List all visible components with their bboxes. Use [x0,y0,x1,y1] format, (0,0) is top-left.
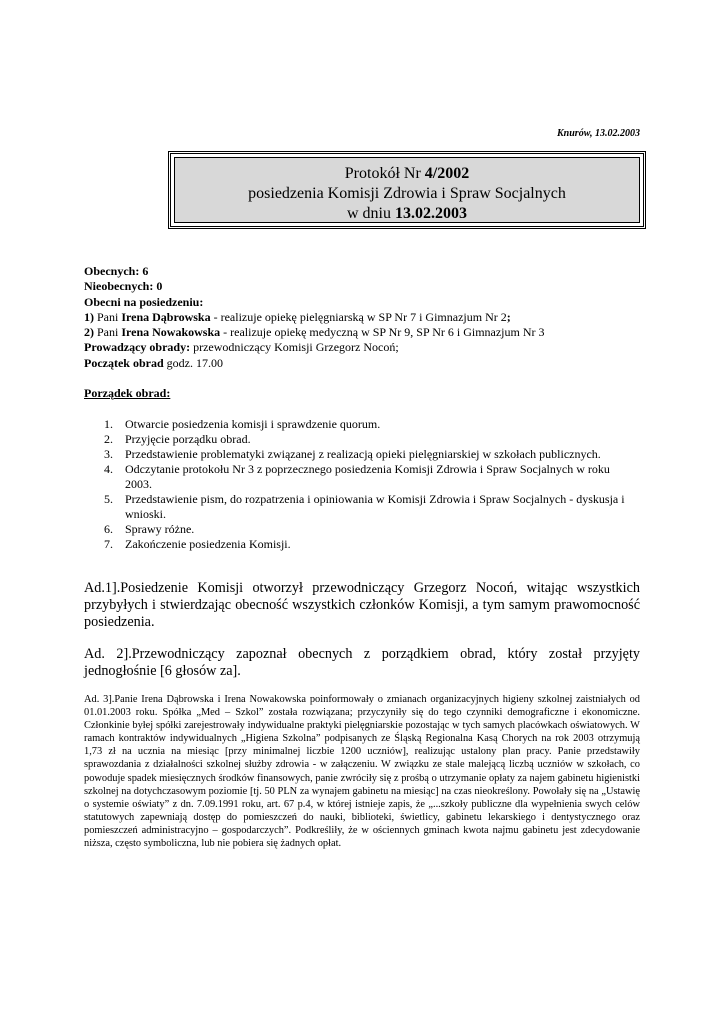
attendee-1-name: Irena Dąbrowska [121,309,211,324]
paragraph-ad3: Ad. 3].Panie Irena Dąbrowska i Irena Nowakowska poinformowały o zmianach organizacyjnych higieny szkolnej zaistniałych od 01.01.2003 roku. Spółka „Med – Szkol” została rozwiązana; przyczyniły się do tego czynniki demograficzne i ekonomiczne. Członkinie byłej spółki zarejestrowały indywidualne praktyki pielęgniarskie pozostając w tych samych placówkach oświatowych. W ramach kontraktów indywidualnych „Higiena Szkolna” podpisanych ze Śląską Regionalna Kasą Chorych na rok 2003 otrzymują 1,73 zł na ucznia na miesiąc [przy minimalnej liczbie 1200 uczniów], realizując ustalony plan pracy. Panie przedstawiły sprawozdania z działalności szkolnej służby zdrowia - w załączeniu. W związku ze stale malejącą liczbą uczniów w szkołach, co powoduje spadek miesięcznych środków finansowych, panie zwróciły się z prośbą o utrzymanie opłaty za najem gabinetu higienistki szkolnej na dotychczasowym poziomie [tj. 50 PLN za wynajem gabinetu na miesiąc] na czas nieokreślony. Powołały się na „Ustawię o systemie oświaty” z dn. 7.09.1991 roku, art. 67 p.4, w której istnieje zapis, że „...szkoły publiczne dla wypełnienia swych celów statutowych zapewniają dostęp do pomieszczeń do nauki, biblioteki, świetlicy, gabinetu lekarskiego i dentystycznego oraz pomieszczeń administracyjno – gospodarczych”. Podkreśliły, że w ościennych gminach kwota najmu gabinetu jest zdecydowanie niższa, często symboliczna, lub nie pobiera się żadnych opłat. [84,694,640,850]
absent-count: Nieobecnych: 0 [84,279,163,294]
agenda-item: 5. Przedstawienie pism, do rozpatrzenia i opiniowania w Komisji Zdrowia i Spraw Socjalnych - dyskusja i wnioski. [104,492,625,521]
protocol-number: 4/2002 [424,165,470,182]
agenda-item: 1. Otwarcie posiedzenia komisji i sprawdzenie quorum. [104,417,381,431]
attendees-label: Obecni na posiedzeniu: [84,294,204,309]
document-date: Knurów, 13.02.2003 [557,128,640,139]
chairperson: Prowadzący obrady: przewodniczący Komisji Grzegorz Nocoń; [84,340,399,355]
attendee-2-name: Irena Nowakowska [121,325,221,340]
agenda-item: 3. Przedstawienie problematyki związanej z realizacją opieki pielęgniarskiej w szkołach publicznych. [104,447,601,461]
agenda-heading: Porządek obrad: [84,386,171,400]
present-count: Obecnych: 6 [84,264,149,278]
attendee-2: 2) Pani Irena Nowakowska - realizuje opiekę medyczną w SP Nr 9, SP Nr 6 i Gimnazjum Nr 3 [84,325,545,340]
paragraph-ad2: Ad. 2].Przewodniczący zapoznał obecnych z porządkiem obrad, który został przyjęty jednogłośnie [6 głosów za]. [84,646,640,679]
title-box [168,151,646,229]
agenda-item: 2. Przyjęcie porządku obrad. [104,432,251,446]
title-line-3 [175,204,639,224]
title-line-1 [175,164,639,184]
agenda-item: 6. Sprawy różne. [104,522,195,536]
start-time: Początek obrad godz. 17.00 [84,355,223,370]
agenda-list [104,417,634,552]
attendee-1: 1) Pani Irena Dąbrowska - realizuje opiekę pielęgniarską w SP Nr 7 i Gimnazjum Nr 2; [84,309,511,324]
agenda-item: 4. Odczytanie protokołu Nr 3 z poprzecznego posiedzenia Komisji Zdrowia i Spraw Socjalnych w roku 2003. [104,462,610,491]
paragraph-ad1: Ad.1].Posiedzenie Komisji otworzył przewodniczący Grzegorz Nocoń, witając wszystkich przybyłych i stwierdzając obecność wszystkich członków Komisji, a tym samym prawomocność posiedzenia. [84,580,640,630]
agenda-item: 7. Zakończenie posiedzenia Komisji. [104,537,291,551]
meeting-date: 13.02.2003 [395,205,467,222]
title-prefix: Protokół Nr [344,165,425,182]
meeting-info [84,264,644,371]
title-block [174,157,640,223]
title-date-prefix: w dniu [347,205,395,222]
title-line-2: posiedzenia Komisji Zdrowia i Spraw Socjalnych [248,185,566,202]
